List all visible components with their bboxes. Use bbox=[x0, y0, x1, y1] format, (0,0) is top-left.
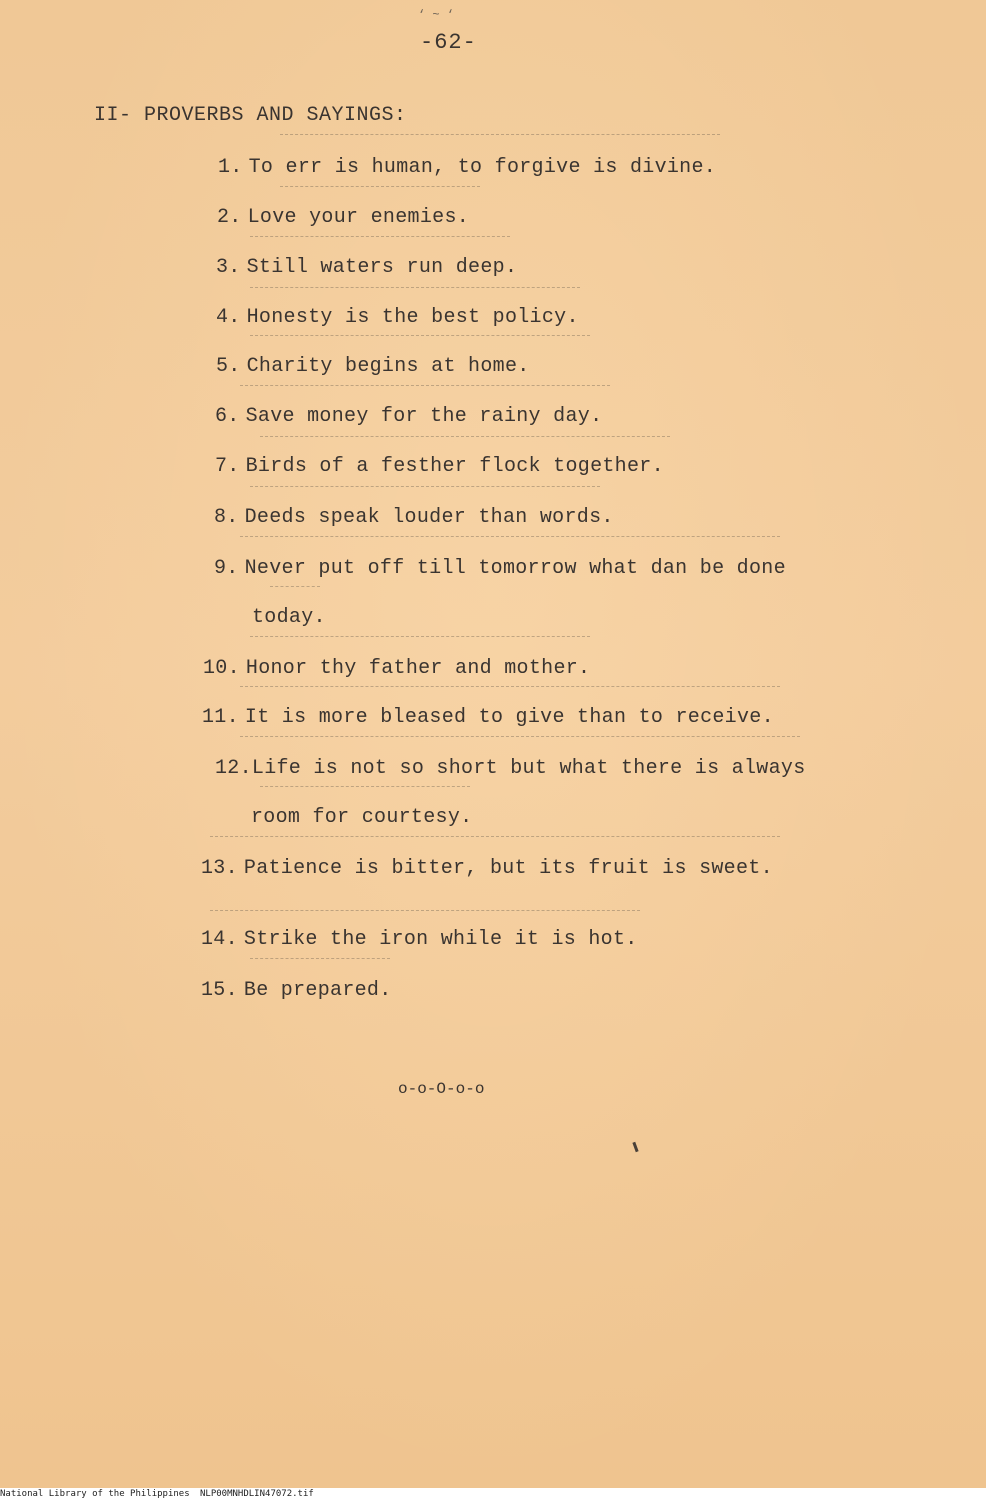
faint-rule bbox=[270, 586, 320, 587]
item-number: 11. bbox=[202, 706, 239, 729]
list-item bbox=[215, 757, 806, 780]
item-number: 13. bbox=[201, 857, 238, 880]
faint-rule bbox=[240, 686, 780, 687]
item-text: Honesty is the best policy. bbox=[246, 306, 579, 329]
item-number: 6. bbox=[215, 405, 240, 428]
item-text: Honor thy father and mother. bbox=[245, 657, 591, 680]
item-text: Never put off till tomorrow what dan be done bbox=[244, 557, 786, 580]
faint-rule bbox=[250, 486, 600, 487]
faint-rule bbox=[210, 910, 640, 911]
faint-rule bbox=[250, 335, 590, 336]
section-divider: o-o-O-o-o bbox=[398, 1080, 485, 1098]
top-mark: ‘ ~ ‘ bbox=[418, 8, 455, 22]
faint-rule bbox=[280, 134, 720, 135]
list-item bbox=[201, 979, 392, 1002]
list-item bbox=[215, 455, 664, 478]
item-number: 12. bbox=[215, 757, 252, 780]
list-item bbox=[216, 256, 517, 279]
faint-rule bbox=[240, 385, 610, 386]
item-text: Love your enemies. bbox=[247, 206, 470, 229]
list-item bbox=[201, 857, 773, 880]
list-item bbox=[214, 557, 786, 580]
item-number: 8. bbox=[214, 506, 239, 529]
item-text: Save money for the rainy day. bbox=[245, 405, 603, 428]
item-text: Patience is bitter, but its fruit is sweet. bbox=[243, 857, 773, 880]
faint-rule bbox=[210, 836, 780, 837]
list-item bbox=[202, 706, 774, 729]
ink-mark bbox=[632, 1142, 638, 1152]
item-text: Birds of a festher flock together. bbox=[245, 455, 664, 478]
item-number: 15. bbox=[201, 979, 238, 1002]
item-number: 4. bbox=[216, 306, 241, 329]
item-number: 1. bbox=[218, 156, 243, 179]
list-item bbox=[215, 405, 602, 428]
faint-rule bbox=[260, 436, 670, 437]
item-number: 10. bbox=[203, 657, 240, 680]
faint-rule bbox=[260, 786, 470, 787]
item-number: 7. bbox=[215, 455, 240, 478]
item-text: Charity begins at home. bbox=[246, 355, 530, 378]
item-text: Deeds speak louder than words. bbox=[244, 506, 614, 529]
item-number: 2. bbox=[217, 206, 242, 229]
item-number: 5. bbox=[216, 355, 241, 378]
faint-rule bbox=[250, 636, 590, 637]
item-continuation: today. bbox=[252, 606, 326, 629]
list-item bbox=[216, 355, 530, 378]
list-item bbox=[201, 928, 638, 951]
faint-rule bbox=[250, 236, 510, 237]
faint-rule bbox=[240, 736, 800, 737]
footer-library: National Library of the Philippines bbox=[0, 1489, 190, 1499]
section-heading: II- PROVERBS AND SAYINGS: bbox=[94, 104, 407, 127]
item-text: Life is not so short but what there is always bbox=[251, 757, 806, 780]
item-text: Be prepared. bbox=[243, 979, 392, 1002]
item-text: To err is human, to forgive is divine. bbox=[248, 156, 717, 179]
list-item bbox=[218, 156, 716, 179]
item-text: It is more bleased to give than to receive. bbox=[244, 706, 774, 729]
list-item bbox=[217, 206, 469, 229]
list-item bbox=[216, 306, 579, 329]
scan-footer bbox=[0, 1488, 986, 1500]
item-number: 9. bbox=[214, 557, 239, 580]
item-number: 3. bbox=[216, 256, 241, 279]
faint-rule bbox=[280, 186, 480, 187]
item-continuation: room for courtesy. bbox=[251, 806, 473, 829]
item-text: Strike the iron while it is hot. bbox=[243, 928, 638, 951]
footer-filename: NLP00MNHDLIN47072.tif bbox=[200, 1489, 314, 1499]
item-text: Still waters run deep. bbox=[246, 256, 518, 279]
faint-rule bbox=[250, 958, 390, 959]
item-number: 14. bbox=[201, 928, 238, 951]
faint-rule bbox=[250, 287, 580, 288]
list-item bbox=[203, 657, 590, 680]
page-number: -62- bbox=[420, 30, 477, 55]
faint-rule bbox=[240, 536, 780, 537]
list-item bbox=[214, 506, 614, 529]
